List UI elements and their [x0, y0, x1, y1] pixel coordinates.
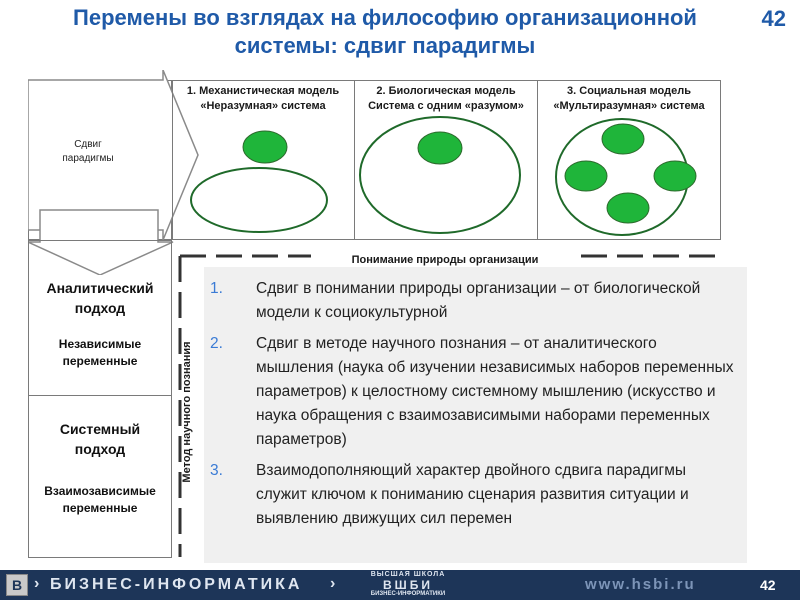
footer-arrow-icon: ›: [34, 575, 43, 592]
list-item: 2. Сдвиг в методе научного познания – от аналитического мышления (наука об изучении независимых наборов переменных параметров) к целостному системному мышлению (искусство и наука обращения с взаимозависимыми наборами переменных параметров): [204, 332, 734, 452]
footer-brand: БИЗНЕС-ИНФОРМАТИКА: [50, 576, 303, 593]
models-diagram: [172, 80, 721, 240]
footer-page-number: 42: [760, 577, 776, 593]
school-logo: [348, 571, 468, 598]
list-number: 2.: [210, 335, 223, 352]
analytic-approach-title: Аналитический подход: [46, 280, 154, 316]
model-title-mechanistic: 1. Механистическая модель «Неразумная» система: [186, 85, 340, 112]
model-title-social: 3. Социальная модель «Мультиразумная» система: [553, 85, 705, 112]
points-list: [204, 277, 734, 538]
list-item: 1. Сдвиг в понимании природы организации – от биологической модели к социокультурной: [204, 277, 734, 325]
school-line-2: ВШБИ: [383, 578, 433, 592]
mechanistic-system-ellipse: [191, 168, 327, 232]
paradigm-shift-label: Сдвиг парадигмы: [62, 139, 114, 164]
logo-icon: В: [6, 574, 28, 596]
social-mind-circle-right: [654, 161, 696, 191]
list-item: 3. Взаимодополняющий характер двойного сдвига парадигмы служит ключом к пониманию сценария развития ситуации и выявлению движущих сил перемен: [204, 459, 734, 531]
model-title-biological: 2. Биологическая модель Система с одним «разумом»: [368, 85, 524, 112]
footer-arrow-icon: ›: [330, 575, 339, 592]
social-mind-circle-left: [565, 161, 607, 191]
understanding-label: Понимание природы организации: [351, 254, 539, 266]
systemic-approach-title: Системный подход: [59, 421, 141, 457]
school-line-1: ВЫСШАЯ ШКОЛА: [370, 571, 446, 578]
method-label: Метод научного познания: [181, 341, 193, 483]
footer-website[interactable]: www.hsbi.ru: [585, 576, 696, 593]
biological-mind-circle: [418, 132, 462, 164]
points-panel: [204, 267, 747, 563]
list-number: 3.: [210, 462, 223, 479]
interdependent-variables-label: Взаимозависимые переменные: [44, 484, 156, 515]
approach-divider: [28, 395, 172, 396]
mechanistic-mind-circle: [243, 131, 287, 163]
social-mind-circle-top: [602, 124, 644, 154]
page-number: 42: [761, 6, 786, 31]
slide-title: Перемены во взглядах на философию организационной системы: сдвиг парадигмы: [73, 5, 697, 58]
list-number: 1.: [210, 280, 223, 297]
school-line-3: БИЗНЕС-ИНФОРМАТИКИ: [370, 591, 446, 597]
social-mind-circle-bottom: [607, 193, 649, 223]
independent-variables-label: Независимые переменные: [58, 337, 142, 368]
